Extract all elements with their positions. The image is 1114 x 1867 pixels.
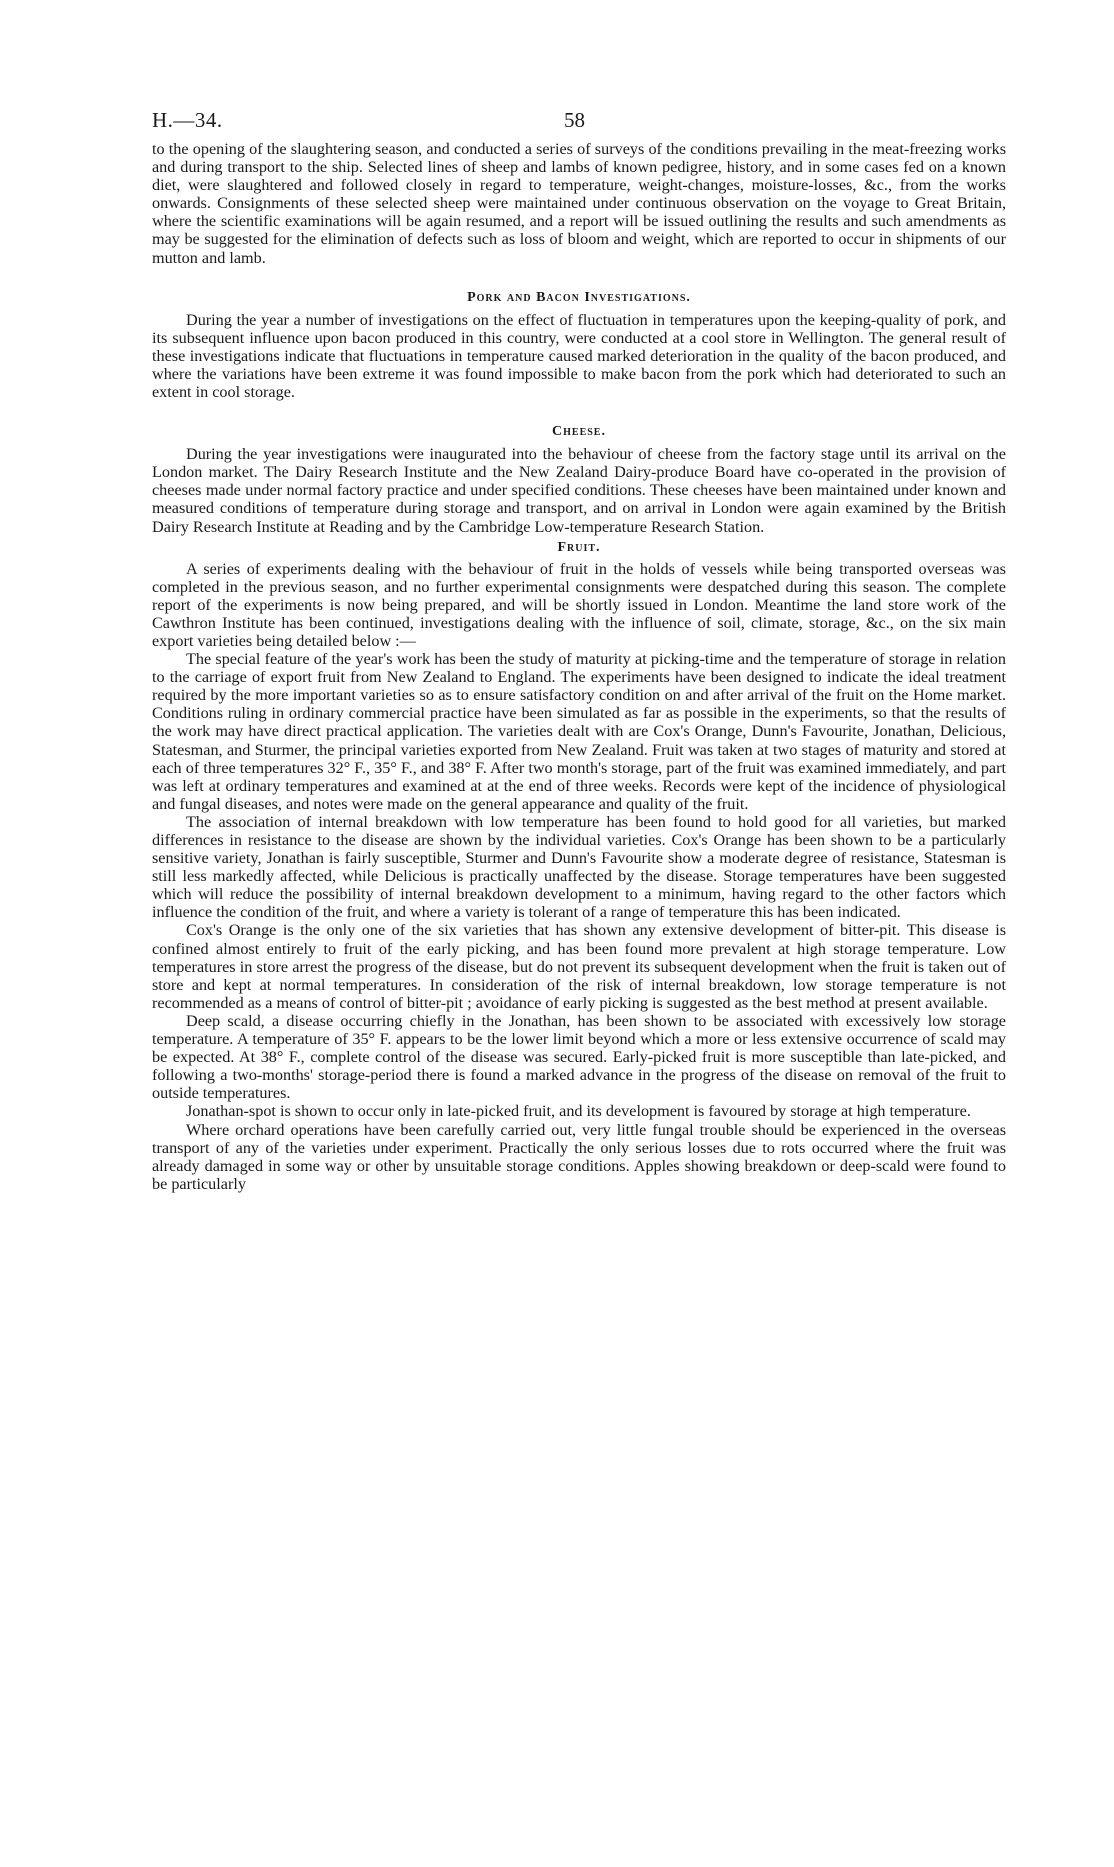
cheese-paragraph: During the year investigations were inaugurated into the behaviour of cheese from the factory stage until its arrival on the London market. The Dairy Research Institute and the New Zealand Dairy-produce Board have co-operated in the provision of cheeses made under normal factory practice and under specified conditions. These cheeses have been maintained under known and measured conditions of temperature during storage and transport, and on arrival in London were again examined by the British Dairy Research Institute at Reading and by the Cambridge Low-temperature Research Station. xyxy=(152,445,1006,536)
section-heading-fruit: Fruit. xyxy=(557,539,601,555)
page-number: 58 xyxy=(564,108,585,132)
fruit-paragraph: Deep scald, a disease occurring chiefly in the Jonathan, has been shown to be associated with excessively low storage temperature. A temperature of 35° F. appears to be the lower limit beyond which a more or less extensive occurrence of scald may be expected. At 38° F., complete control of the disease was secured. Early-picked fruit is more susceptible than late-picked, and following a two-months' storage-period there is found a marked advance in the progress of the disease on removal of the fruit to outside temperatures. xyxy=(152,1011,1006,1103)
document-page xyxy=(152,108,1006,1193)
running-header xyxy=(152,108,1006,140)
intro-paragraph: to the opening of the slaughtering season, and conducted a series of surveys of the conditions prevailing in the meat-freezing works and during transport to the ship. Selected lines of sheep and lambs of known pedigree, history, and in some cases fed on a known diet, were slaughtered and followed closely in regard to temperature, weight-changes, moisture-losses, &c., from the works onwards. Consignments of these selected sheep were maintained under continuous observation on the voyage to Great Britain, where the scientific examinations will be again resumed, and a report will be issued outlining the results and such amendments as may be suggested for the elimination of defects such as loss of bloom and weight, which are reported to occur in shipments of our mutton and lamb. xyxy=(152,140,1006,267)
fruit-paragraph: Jonathan-spot is shown to occur only in late-picked fruit, and its development is favoured by storage at high temperature. xyxy=(186,1102,971,1121)
fruit-paragraph: The association of internal breakdown with low temperature has been found to hold good for all varieties, but marked differences in resistance to the disease are shown by the individual varieties. Cox's Orange has been shown to be a particularly sensitive variety, Jonathan is fairly susceptible, Sturmer and Dunn's Favourite show a moderate degree of resistance, Statesman is still less markedly affected, while Delicious is practically unaffected by the disease. Storage temperatures have been suggested which will reduce the possibility of internal breakdown development to a minimum, having regard to the other factors which influence the condition of the fruit, and where a variety is tolerant of a range of temperature this has been indicated. xyxy=(152,812,1006,922)
pork-paragraph: During the year a number of investigations on the effect of fluctuation in temperatures upon the keeping-quality of pork, and its subsequent influence upon bacon produced in this country, were conducted at a cool store in Wellington. The general result of these investigations indicate that fluctuations in temperature caused marked deterioration in the quality of the bacon produced, and where the variations have been extreme it was found impossible to make bacon from the pork which had deteriorated to such an extent in cool storage. xyxy=(152,310,1006,402)
fruit-paragraph: The special feature of the year's work has been the study of maturity at picking-time and the temperature of storage in relation to the carriage of export fruit from New Zealand to England. The experiments have been designed to indicate the ideal treatment required by the more important varieties so as to ensure satisfactory condition on and after arrival of the fruit on the Home market. Conditions ruling in ordinary commercial practice have been simulated as far as possible in the experiments, so that the results of the work may have direct practical application. The varieties dealt with are Cox's Orange, Dunn's Favourite, Jonathan, Delicious, Statesman, and Sturmer, the principal varieties exported from New Zealand. Fruit was taken at two stages of maturity and stored at each of three temperatures 32° F., 35° F., and 38° F. After two month's storage, part of the fruit was examined immediately, and part was left at ordinary temperatures and examined at at the end of three weeks. Records were kept of the incidence of physiological and fungal diseases, and notes were made on the general appearance and quality of the fruit. xyxy=(152,650,1006,813)
section-heading-pork-bacon: Pork and Bacon Investigations. xyxy=(467,289,691,305)
fruit-paragraph: A series of experiments dealing with the behaviour of fruit in the holds of vessels while being transported overseas was completed in the previous season, and no further experimental consignments were despatched during this season. The complete report of the experiments is now being prepared, and will be shortly issued in London. Meantime the land store work of the Cawthron Institute has been continued, investigations dealing with the influence of soil, climate, storage, &c., on the six main export varieties being detailed below :— xyxy=(152,559,1006,650)
section-heading-cheese: Cheese. xyxy=(552,424,606,440)
fruit-paragraph: Cox's Orange is the only one of the six varieties that has shown any extensive development of bitter-pit. This disease is confined almost entirely to fruit of the early picking, and has been found more prevalent at high storage temperature. Low temperatures in store arrest the progress of the disease, but do not prevent its subsequent development when the fruit is taken out of store and kept at normal temperatures. In consideration of the risk of internal breakdown, low storage temperature is not recommended as a means of control of bitter-pit ; avoidance of early picking is suggested as the best method at present available. xyxy=(152,921,1006,1012)
fruit-paragraph: Where orchard operations have been carefully carried out, very little fungal trouble should be experienced in the overseas transport of any of the varieties under experiment. Practically the only serious losses due to rots occurred where the fruit was already damaged in some way or other by unsuitable storage conditions. Apples showing breakdown or deep-scald were found to be particularly xyxy=(152,1120,1006,1193)
document-reference: H.—34. xyxy=(152,108,223,132)
